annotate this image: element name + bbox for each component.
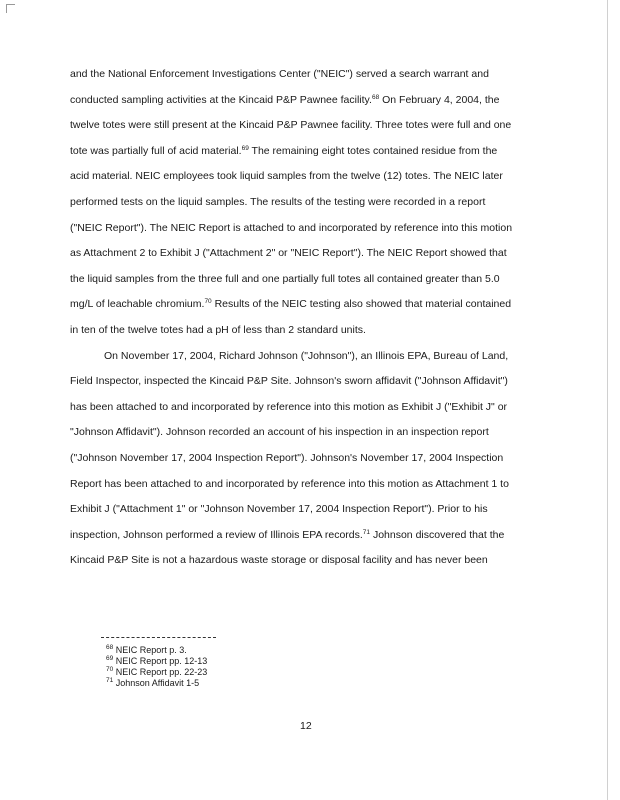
text-line	[70, 318, 550, 344]
text-line	[70, 216, 550, 242]
footnote-ref: 68	[371, 93, 380, 101]
footnote	[106, 645, 207, 656]
text-segment: Field Inspector, inspected the Kincaid P&P Site. Johnson's sworn affidavit ("Johnson Affidavit")	[70, 375, 508, 388]
text-segment: Results of the NEIC testing also showed that material contained	[211, 298, 512, 311]
text-segment: as Attachment 2 to Exhibit J ("Attachment 2" or "NEIC Report"). The NEIC Report showed that	[70, 247, 507, 260]
text-segment: performed tests on the liquid samples. The results of the testing were recorded in a report	[70, 195, 486, 208]
text-line	[70, 344, 550, 370]
scan-edge-line	[607, 0, 608, 800]
text-segment: ("Johnson November 17, 2004 Inspection Report"). Johnson's November 17, 2004 Inspection	[70, 451, 504, 464]
text-segment: ("NEIC Report"). The NEIC Report is attached to and incorporated by reference into this motion	[70, 221, 513, 234]
text-segment: in ten of the twelve totes had a pH of less than 2 standard units.	[70, 323, 366, 336]
text-line	[70, 139, 550, 165]
footnote-number: 71	[106, 677, 114, 684]
text-line	[70, 446, 550, 472]
footnote-number: 69	[106, 655, 114, 662]
footnote-number: 68	[106, 644, 114, 651]
footnote-ref: 70	[204, 298, 212, 306]
text-line	[70, 164, 550, 190]
text-line	[70, 113, 550, 139]
text-segment: "Johnson Affidavit"). Johnson recorded an account of his inspection in an inspection report	[70, 426, 489, 439]
scan-corner-mark	[6, 4, 15, 13]
page-number: 12	[300, 720, 312, 732]
text-line	[70, 369, 550, 395]
text-segment: conducted sampling activities at the Kincaid P&P Pawnee facility.	[70, 93, 372, 106]
text-line	[70, 62, 550, 88]
text-line	[70, 395, 550, 421]
text-segment: and the National Enforcement Investigations Center ("NEIC") served a search warrant and	[70, 68, 489, 80]
footnote	[106, 678, 207, 689]
text-segment: has been attached to and incorporated by reference into this motion as Exhibit J ("Exhibit J" or	[70, 400, 508, 413]
footnote-ref: 69	[241, 144, 249, 152]
text-segment: the liquid samples from the three full and one partially full totes all contained greater than 5.0	[70, 272, 500, 285]
text-line	[70, 548, 550, 574]
text-segment: tote was partially full of acid material.	[70, 144, 242, 157]
footnote-text: Johnson Affidavit 1-5	[113, 678, 200, 688]
footnote-text: NEIC Report p. 3.	[113, 645, 187, 655]
text-segment: mg/L of leachable chromium.	[70, 298, 205, 311]
text-line	[70, 241, 550, 267]
text-segment: The remaining eight totes contained residue from the	[248, 144, 498, 157]
text-line	[70, 292, 550, 318]
footnote	[106, 656, 207, 667]
footnote-ref: 71	[362, 528, 371, 536]
text-line	[70, 472, 550, 498]
text-line	[70, 420, 550, 446]
text-segment: On November 17, 2004, Richard Johnson ("Johnson"), an Illinois EPA, Bureau of Land,	[104, 349, 509, 362]
text-segment: Exhibit J ("Attachment 1" or "Johnson November 17, 2004 Inspection Report"). Prior to his	[70, 503, 488, 516]
footnote	[106, 667, 207, 678]
text-segment: Kincaid P&P Site is not a hazardous waste storage or disposal facility and has never been	[70, 554, 488, 567]
text-line	[70, 267, 550, 293]
footnote-text: NEIC Report pp. 22-23	[113, 667, 208, 677]
footnote-number: 70	[106, 666, 114, 673]
text-segment: twelve totes were still present at the Kincaid P&P Pawnee facility. Three totes were full and one	[70, 119, 512, 132]
text-line	[70, 88, 550, 114]
text-segment: Johnson discovered that the	[370, 528, 505, 541]
footnotes	[106, 645, 207, 689]
text-segment: inspection, Johnson performed a review of Illinois EPA records.	[70, 528, 363, 541]
body-text	[70, 62, 550, 574]
footnote-text: NEIC Report pp. 12-13	[113, 656, 208, 666]
text-segment: On February 4, 2004, the	[379, 93, 500, 106]
text-line	[70, 497, 550, 523]
text-line	[70, 523, 550, 549]
text-segment: acid material. NEIC employees took liquid samples from the twelve (12) totes. The NEIC later	[70, 170, 503, 183]
text-segment: Report has been attached to and incorporated by reference into this motion as Attachment 1 to	[70, 477, 509, 490]
text-line	[70, 190, 550, 216]
footnote-divider	[101, 637, 216, 638]
